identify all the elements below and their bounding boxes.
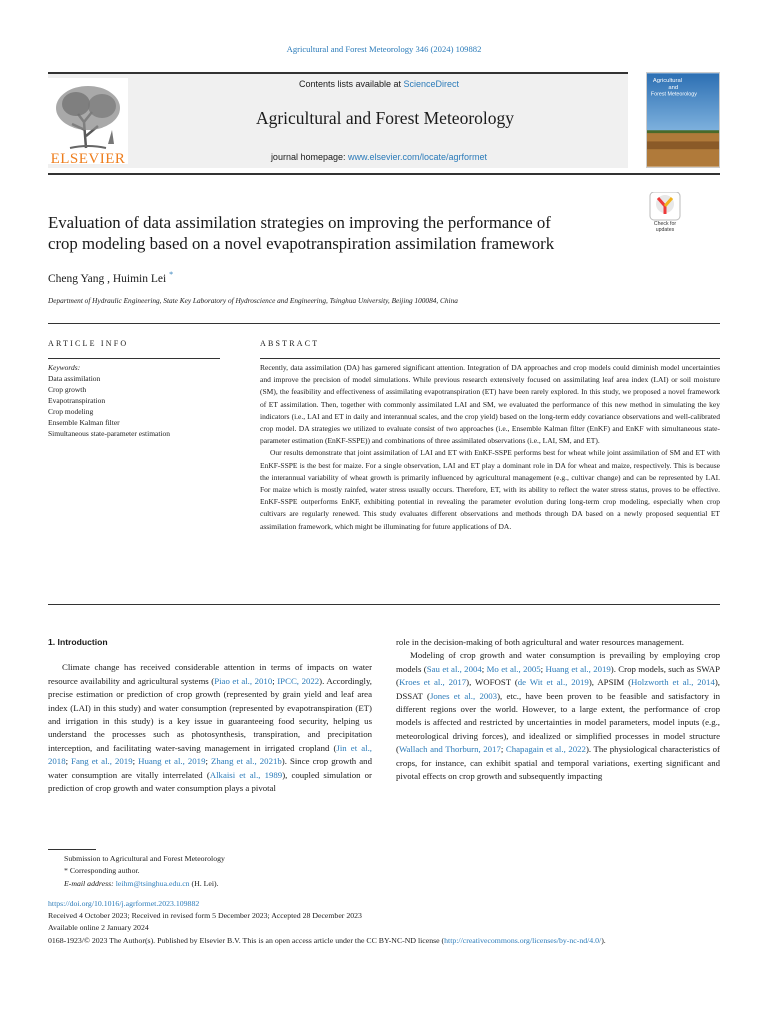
received-dates: Received 4 October 2023; Received in revised form 5 December 2023; Accepted 28 December 2023 xyxy=(48,911,362,921)
body-text: ), WOFOST ( xyxy=(466,677,518,688)
article-info-rule xyxy=(48,358,220,359)
keywords-label: Keywords: xyxy=(48,363,81,372)
intro-paragraph xyxy=(48,661,372,795)
email-label: E-mail address: xyxy=(64,878,116,888)
citation-link[interactable]: Jin et al., 2018 xyxy=(48,742,372,767)
body-text: ; xyxy=(205,756,211,767)
journal-cover-image[interactable] xyxy=(646,72,720,168)
citation-link[interactable]: Wallach and Thorburn, 2017 xyxy=(398,744,501,755)
keyword-item: Simultaneous state-parameter estimation xyxy=(48,429,171,438)
keyword-item: Crop modeling xyxy=(48,407,94,416)
submission-note: Submission to Agricultural and Forest Meteorology xyxy=(64,854,225,863)
keyword-item: Data assimilation xyxy=(48,374,101,383)
citation-link[interactable]: Kroes et al., 2017 xyxy=(398,677,467,688)
citation-link[interactable]: Chapagain et al., 2022 xyxy=(505,744,586,755)
body-text: ; xyxy=(481,663,487,674)
citation-link[interactable]: Holzworth et al., 2014 xyxy=(631,677,715,688)
crossmark-label-line2: updates xyxy=(655,227,675,233)
citation-link[interactable]: Huang et al., 2019 xyxy=(545,663,611,674)
body-text: ; xyxy=(132,756,139,767)
abstract-body xyxy=(260,362,720,533)
affiliation-rule xyxy=(48,323,720,324)
license-text: 0168-1923/© 2023 The Author(s). Published by Elsevier B.V. This is an open access article under the CC BY-NC-ND license ( xyxy=(48,935,445,945)
citation-link[interactable]: IPCC, 2022 xyxy=(277,675,320,686)
contents-prefix: Contents lists available at xyxy=(298,79,404,89)
body-text: ). The physiological characteristics of crops, for instance, can exhibit spatial and temporal variations, exerting significant and pivotal effects on crop growth and subsequently impacting xyxy=(396,744,720,782)
body-text: ). Crop models, such as SWAP ( xyxy=(396,663,720,688)
license-suffix: ). xyxy=(601,935,606,945)
body-text: ), coupled simulation or prediction of crop growth and water consumption plays a pivotal xyxy=(48,769,372,794)
available-online-date: Available online 2 January 2024 xyxy=(48,923,149,933)
abstract-rule xyxy=(260,358,720,359)
body-text: ), etc., have been proven to be feasible and satisfactory in different regions over the world. However, to a large extent, the performance of crop models is affected and restricted by uncertainties in model parameters, model inputs (e.g., meteorological driving forces), and idealized or simplified processes in model structure ( xyxy=(396,690,720,755)
body-column-right xyxy=(396,636,720,783)
email-link[interactable]: leihm@tsinghua.edu.cn xyxy=(115,878,190,888)
citation-link[interactable]: Fang et al., 2019 xyxy=(71,756,133,767)
abstract-paragraph: Recently, data assimilation (DA) has garnered significant attention. Integration of DA approaches and crop models could diminish model uncertainties and improve the precision of model simulations. While previous research extensively focused on assimilating leaf area index (LAI) or soil moisture (SM), the feasibility and effectiveness of assimilating evapotranspiration (ET) have been rarely explored. In this study, we proposed a novel framework of ET assimilation. Then, together with commonly assimilated LAI and SM, we evaluated the performance of this new method in simulating the key indicators (i.e., LAI and ET in daily and interannual scales, and the crop yield) based on the long-term eddy covariance observations and well-calibrated crop model. DA strategies we utilized to evaluate consist of two approaches (i.e., Ensemble Kalman filter (EnKF) and EnKF with simultaneous state-parameter estimation (EnKF-SSPE)) and combinations of three assimilated observations (i.e., LAI, SM, and ET). xyxy=(260,363,720,446)
corresponding-author-mark[interactable]: * xyxy=(169,270,174,279)
citation-link[interactable]: Mo et al., 2005 xyxy=(486,663,541,674)
citation-link[interactable]: Piao et al., 2010 xyxy=(214,675,273,686)
cover-title-line1: Agricultural xyxy=(652,78,682,85)
citation-link[interactable]: Huang et al., 2019 xyxy=(138,756,206,767)
footnotes xyxy=(48,853,728,890)
abstract-heading: ABSTRACT xyxy=(260,339,320,348)
journal-reference-link[interactable]: Agricultural and Forest Meteorology 346 (2024) 109882 xyxy=(286,44,482,54)
cover-title-line2: and xyxy=(668,84,679,91)
cover-title-line3: Forest Meteorology xyxy=(650,91,697,98)
abstract-paragraph: Our results demonstrate that joint assimilation of LAI and ET with EnKF-SSPE performs best for wheat while joint assimilation of SM and ET with EnKF-SSPE is the best for maize. For a single observation, LAI and ET play a dominant role in DA for wheat and maize, respectively. This is because the interannual variability of wheat growth is primarily influenced by agricultural management (e.g., cultivar change) and can be represented by LAI. For maize which is mostly rainfed, water stress usually occurs. Therefore, ET, with its ability to reflect the water stress status, proves to be effective. EnKF-SSPE outperforms EnKF, exhibiting potential in revealing the parameter evolution during long-term crop modeling, especially when crop cultivars are regularly renewed. This study evaluates different observations and methods through DA based on a newly proposed sequential ET assimilation framework, which might be illuminating for future applications of DA. xyxy=(260,448,720,531)
elsevier-wordmark: ELSEVIER xyxy=(50,151,126,167)
abstract-bottom-rule xyxy=(48,604,720,605)
paper-title-line: crop modeling based on a novel evapotranspiration assimilation framework xyxy=(48,234,555,253)
keyword-item: Crop growth xyxy=(48,385,87,394)
citation-link[interactable]: Alkaisi et al., 1989 xyxy=(209,769,283,780)
crossmark-label-line1: Check for xyxy=(653,221,677,227)
body-text: ; xyxy=(65,756,72,767)
license-statement xyxy=(48,935,728,947)
keywords-block xyxy=(48,362,238,439)
body-text: ). Accordingly, precise estimation or prediction of crop growth (represented by grain yield and leaf area index (LAI) in this study) and water consumption (represented by evapotranspiration (ET) and irrigation in this study) is a key issue in guaranteeing food security, helping us understand the processes such as photosynthesis, transpiration, and precipitation interception, and facilitating water-saving management in irrigated cropland ( xyxy=(48,675,372,753)
introduction-heading: 1. Introduction xyxy=(48,637,108,647)
body-text: ; xyxy=(540,663,546,674)
homepage-line xyxy=(130,152,628,162)
homepage-prefix: journal homepage: xyxy=(270,152,348,162)
citation-link[interactable]: Jones et al., 2003 xyxy=(429,690,498,701)
keyword-item: Evapotranspiration xyxy=(48,396,106,405)
body-text: ; xyxy=(500,744,506,755)
author-list xyxy=(48,270,173,285)
paper-title-line: Evaluation of data assimilation strategies on improving the performance of xyxy=(48,213,551,232)
intro-paragraph xyxy=(396,649,720,783)
email-suffix: (H. Lei). xyxy=(189,878,219,888)
body-text: Modeling of crop growth and water consumption is prevailing by employing crop models ( xyxy=(396,650,720,674)
footnote-rule xyxy=(48,849,96,850)
header-rule xyxy=(48,173,720,175)
journal-title: Agricultural and Forest Meteorology xyxy=(255,108,515,128)
body-column-left xyxy=(48,636,372,795)
intro-paragraph-continued: role in the decision-making of both agricultural and water resources management. xyxy=(396,637,684,647)
email-note xyxy=(48,878,728,890)
keyword-item: Ensemble Kalman filter xyxy=(48,418,120,427)
corresponding-author-note: * Corresponding author. xyxy=(64,866,140,876)
author-names: Cheng Yang , Huimin Lei xyxy=(48,272,167,285)
contents-line xyxy=(130,79,628,89)
body-text: Climate change has received considerable attention in terms of impacts on water resource availability and agricultural systems ( xyxy=(48,662,372,686)
affiliation: Department of Hydraulic Engineering, State Key Laboratory of Hydroscience and Engineering, Tsinghua University, Beijing 100084, China xyxy=(48,296,458,305)
article-history xyxy=(48,898,728,947)
body-text: ), DSSAT ( xyxy=(396,677,720,701)
body-text: ; xyxy=(272,675,278,686)
homepage-link[interactable]: www.elsevier.com/locate/agrformet xyxy=(348,152,488,162)
citation-link[interactable]: de Wit et al., 2019 xyxy=(517,677,589,688)
sciencedirect-link[interactable]: ScienceDirect xyxy=(403,79,460,89)
body-text: ). Since crop growth and water consumption are vitally interrelated ( xyxy=(48,756,372,780)
license-link[interactable]: http://creativecommons.org/licenses/by-nc-nd/4.0/ xyxy=(444,935,602,945)
citation-link[interactable]: Zhang et al., 2021b xyxy=(211,756,282,767)
paper-title xyxy=(48,212,640,254)
crossmark-icon[interactable] xyxy=(646,192,684,234)
article-info-heading: ARTICLE INFO xyxy=(48,339,129,348)
body-text: ), APSIM ( xyxy=(588,677,631,688)
citation-link[interactable]: Sau et al., 2004 xyxy=(426,663,482,674)
doi-link[interactable]: https://doi.org/10.1016/j.agrformet.2023.109882 xyxy=(48,899,200,908)
